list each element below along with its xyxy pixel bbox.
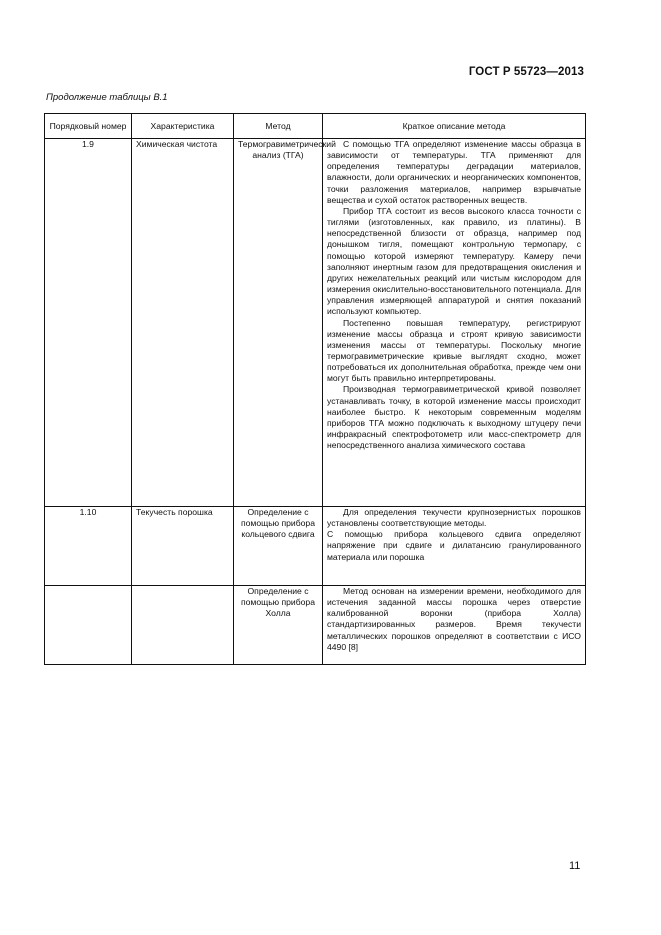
page-number: 11 [569, 860, 581, 872]
table-row [45, 139, 586, 507]
table-row [45, 507, 586, 586]
row-description [323, 507, 586, 586]
table-caption: Продолжение таблицы В.1 [46, 92, 168, 103]
characteristic-text: Текучесть порошка [136, 507, 213, 517]
table-row [45, 586, 586, 665]
row-method: Определение с помощью прибора Холла [234, 586, 323, 665]
row-characteristic [132, 507, 234, 586]
methods-table [44, 113, 586, 665]
column-header-characteristic: Характеристика [132, 114, 234, 139]
description-paragraph: Метод основан на измерении времени, необходимого для истечения заданной массы порошка через отверстие калиброванной воронки (прибора Холла) стандартизированных размеров. Время текучести металлических порошков определяют в соответствии с ИСО 4490 [8] [327, 586, 581, 652]
row-number [45, 586, 132, 665]
row-method: Термогравиметрический анализ (ТГА) [234, 139, 323, 507]
characteristic-text: Химическая чистота [136, 139, 218, 149]
description-paragraph: Для определения текучести крупнозернистых порошков установлены соответствующие методы. [327, 507, 581, 529]
column-header-description: Краткое описание метода [323, 114, 586, 139]
row-description [323, 139, 586, 507]
description-paragraph: Прибор ТГА состоит из весов высокого класса точности с тиглями (изготовленных, как правило, из платины). В непосредственной близости от образца, например под донышком тигля, помещают контрольную термопару, с помощью которой измеряют температуру. Камеру печи заполняют инертным газом для предотвращения окисления и других нежелательных реакций или чистым кислородом для измерения окислительно-восстановительного потенциала. Для управления измеряющей аппаратурой и снятия показаний используют компьютер. [327, 205, 581, 317]
row-characteristic [132, 586, 234, 665]
document-code: ГОСТ Р 55723—2013 [468, 66, 584, 78]
description-paragraph: С помощью прибора кольцевого сдвига определяют напряжение при сдвиге и дилатансию гранулированного материала или порошка [327, 529, 581, 562]
row-description [323, 586, 586, 665]
description-paragraph: Производная термогравиметрической кривой позволяет устанавливать точку, в которой изменение массы происходит наиболее быстро. К некоторым современным моделям приборов ТГА можно подключать к выходному штуцеру печи инфракрасный спектрофотометр или масс-спектрометр для непосредственного анализа химического состава [327, 384, 581, 451]
description-paragraph: Постепенно повышая температуру, регистрируют изменение массы образца и строят кривую зависимости изменения массы от температуры. Поскольку многие термогравиметрические кривые выглядят сходно, может потребоваться их дополнительная обработка, прежде чем они могут быть правильно интерпретированы. [327, 317, 581, 384]
row-number: 1.9 [45, 139, 132, 507]
row-method: Определение с помощью прибора кольцевого сдвига [234, 507, 323, 586]
row-number: 1.10 [45, 507, 132, 586]
row-characteristic [132, 139, 234, 507]
table-header-row [45, 114, 586, 139]
description-paragraph: С помощью ТГА определяют изменение массы образца в зависимости от температуры. ТГА применяют для определения температуры деградации материалов, влажности, доли органических и неорганических компонентов, точки разложения материалов, например взрывчатые вещества и сухой остаток растворенных веществ. [327, 139, 581, 205]
column-header-number: Порядковый номер [45, 114, 132, 139]
column-header-method: Метод [234, 114, 323, 139]
